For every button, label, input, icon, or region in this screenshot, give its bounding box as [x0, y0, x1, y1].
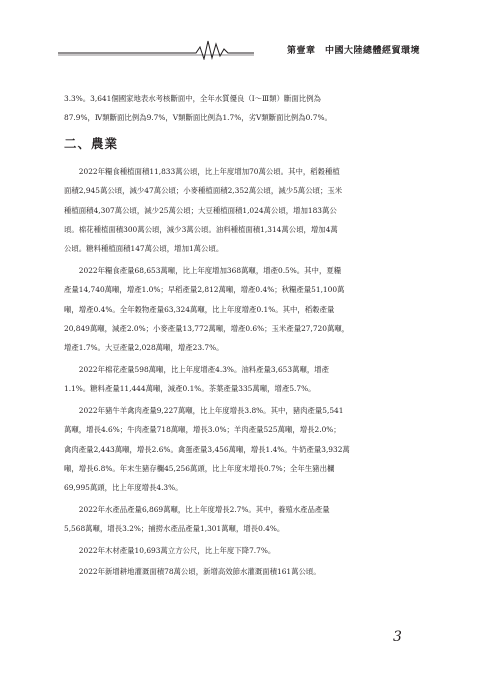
paragraph-meat-output: 2022年豬牛羊禽肉產量9,227萬噸，比上年度增長3.8%。其中，豬肉產量5,541 萬噸，增長4.6%；牛肉產量718萬噸，增長3.0%；羊肉產量525萬噸，增長2.0%； 禽肉產量2,443萬噸，增長2.6%。禽蛋產量3,456萬噸，增長1.4%。牛奶產量3,932萬 噸，增長6.8%。年末生豬存欄45,256萬頭，比上年度末增長0.7%；全年生豬出欄 69,995萬頭，比上年度增長4.3%。	[64, 405, 350, 493]
section-title: 二、農業	[64, 135, 119, 151]
intro-paragraph: 3.3%。3,641個國家地表水考核斷面中，全年水質優良（Ⅰ～Ⅲ類）斷面比例為 87.9%，Ⅳ類斷面比例為9.7%，Ⅴ類斷面比例為1.7%，劣Ⅴ類斷面比例為0.7%。	[64, 94, 332, 123]
paragraph-planting-area: 2022年糧食種植面積11,833萬公頃，比上年度增加70萬公頃。其中，稻穀種植 面積2,945萬公頃，減少47萬公頃；小麥種植面積2,352萬公頃，減少5萬公頃；玉米 種植面積4,307萬公頃，減少25萬公頃；大豆種植面積1,024萬公頃，增加183萬公 頃。棉花種植面積300萬公頃，減少3萬公頃。油料種植面積1,314萬公頃，增加4萬 公頃。糖料種植面積147萬公頃，增加1萬公頃。	[64, 166, 343, 254]
paragraph-timber: 2022年木材產量10,693萬立方公尺，比上年度下降7.7%。	[78, 545, 276, 555]
page-body	[64, 89, 420, 583]
page-number: 3	[393, 629, 402, 645]
paragraph-aquatic-products: 2022年水產品產量6,869萬噸，比上年度增長2.7%。其中，養殖水產品產量 5,568萬噸，增長3.2%；捕撈水產品產量1,301萬噸，增長0.4%。	[64, 504, 330, 534]
paragraph-grain-output: 2022年糧食產量68,653萬噸，比上年度增加368萬噸，增產0.5%。其中，夏糧 產量14,740萬噸，增產1.0%；早稻產量2,812萬噸，增產0.4%；秋糧產量51,100萬 噸，增產0.4%。全年穀物產量63,324萬噸，比上年度增產0.1%。其中，稻穀產量 20,849萬噸，減產2.0%；小麥產量13,772萬噸，增產0.6%；玉米產量27,720萬噸， 增產1.7%。大豆產量2,028萬噸，增產23.7%。	[64, 265, 350, 353]
chapter-title: 第壹章 中國大陸總體經貿環境	[286, 46, 420, 56]
paragraph-irrigation: 2022年新增耕地灌溉面積78萬公頃，新增高效節水灌溉面積161萬公頃。	[78, 566, 321, 576]
running-header	[58, 38, 420, 60]
paragraph-cash-crops: 2022年棉花產量598萬噸，比上年度增產4.3%。油料產量3,653萬噸，增產 1.1%。糖料產量11,444萬噸，減產0.1%。茶葉產量335萬噸，增產5.7%。	[64, 364, 330, 394]
